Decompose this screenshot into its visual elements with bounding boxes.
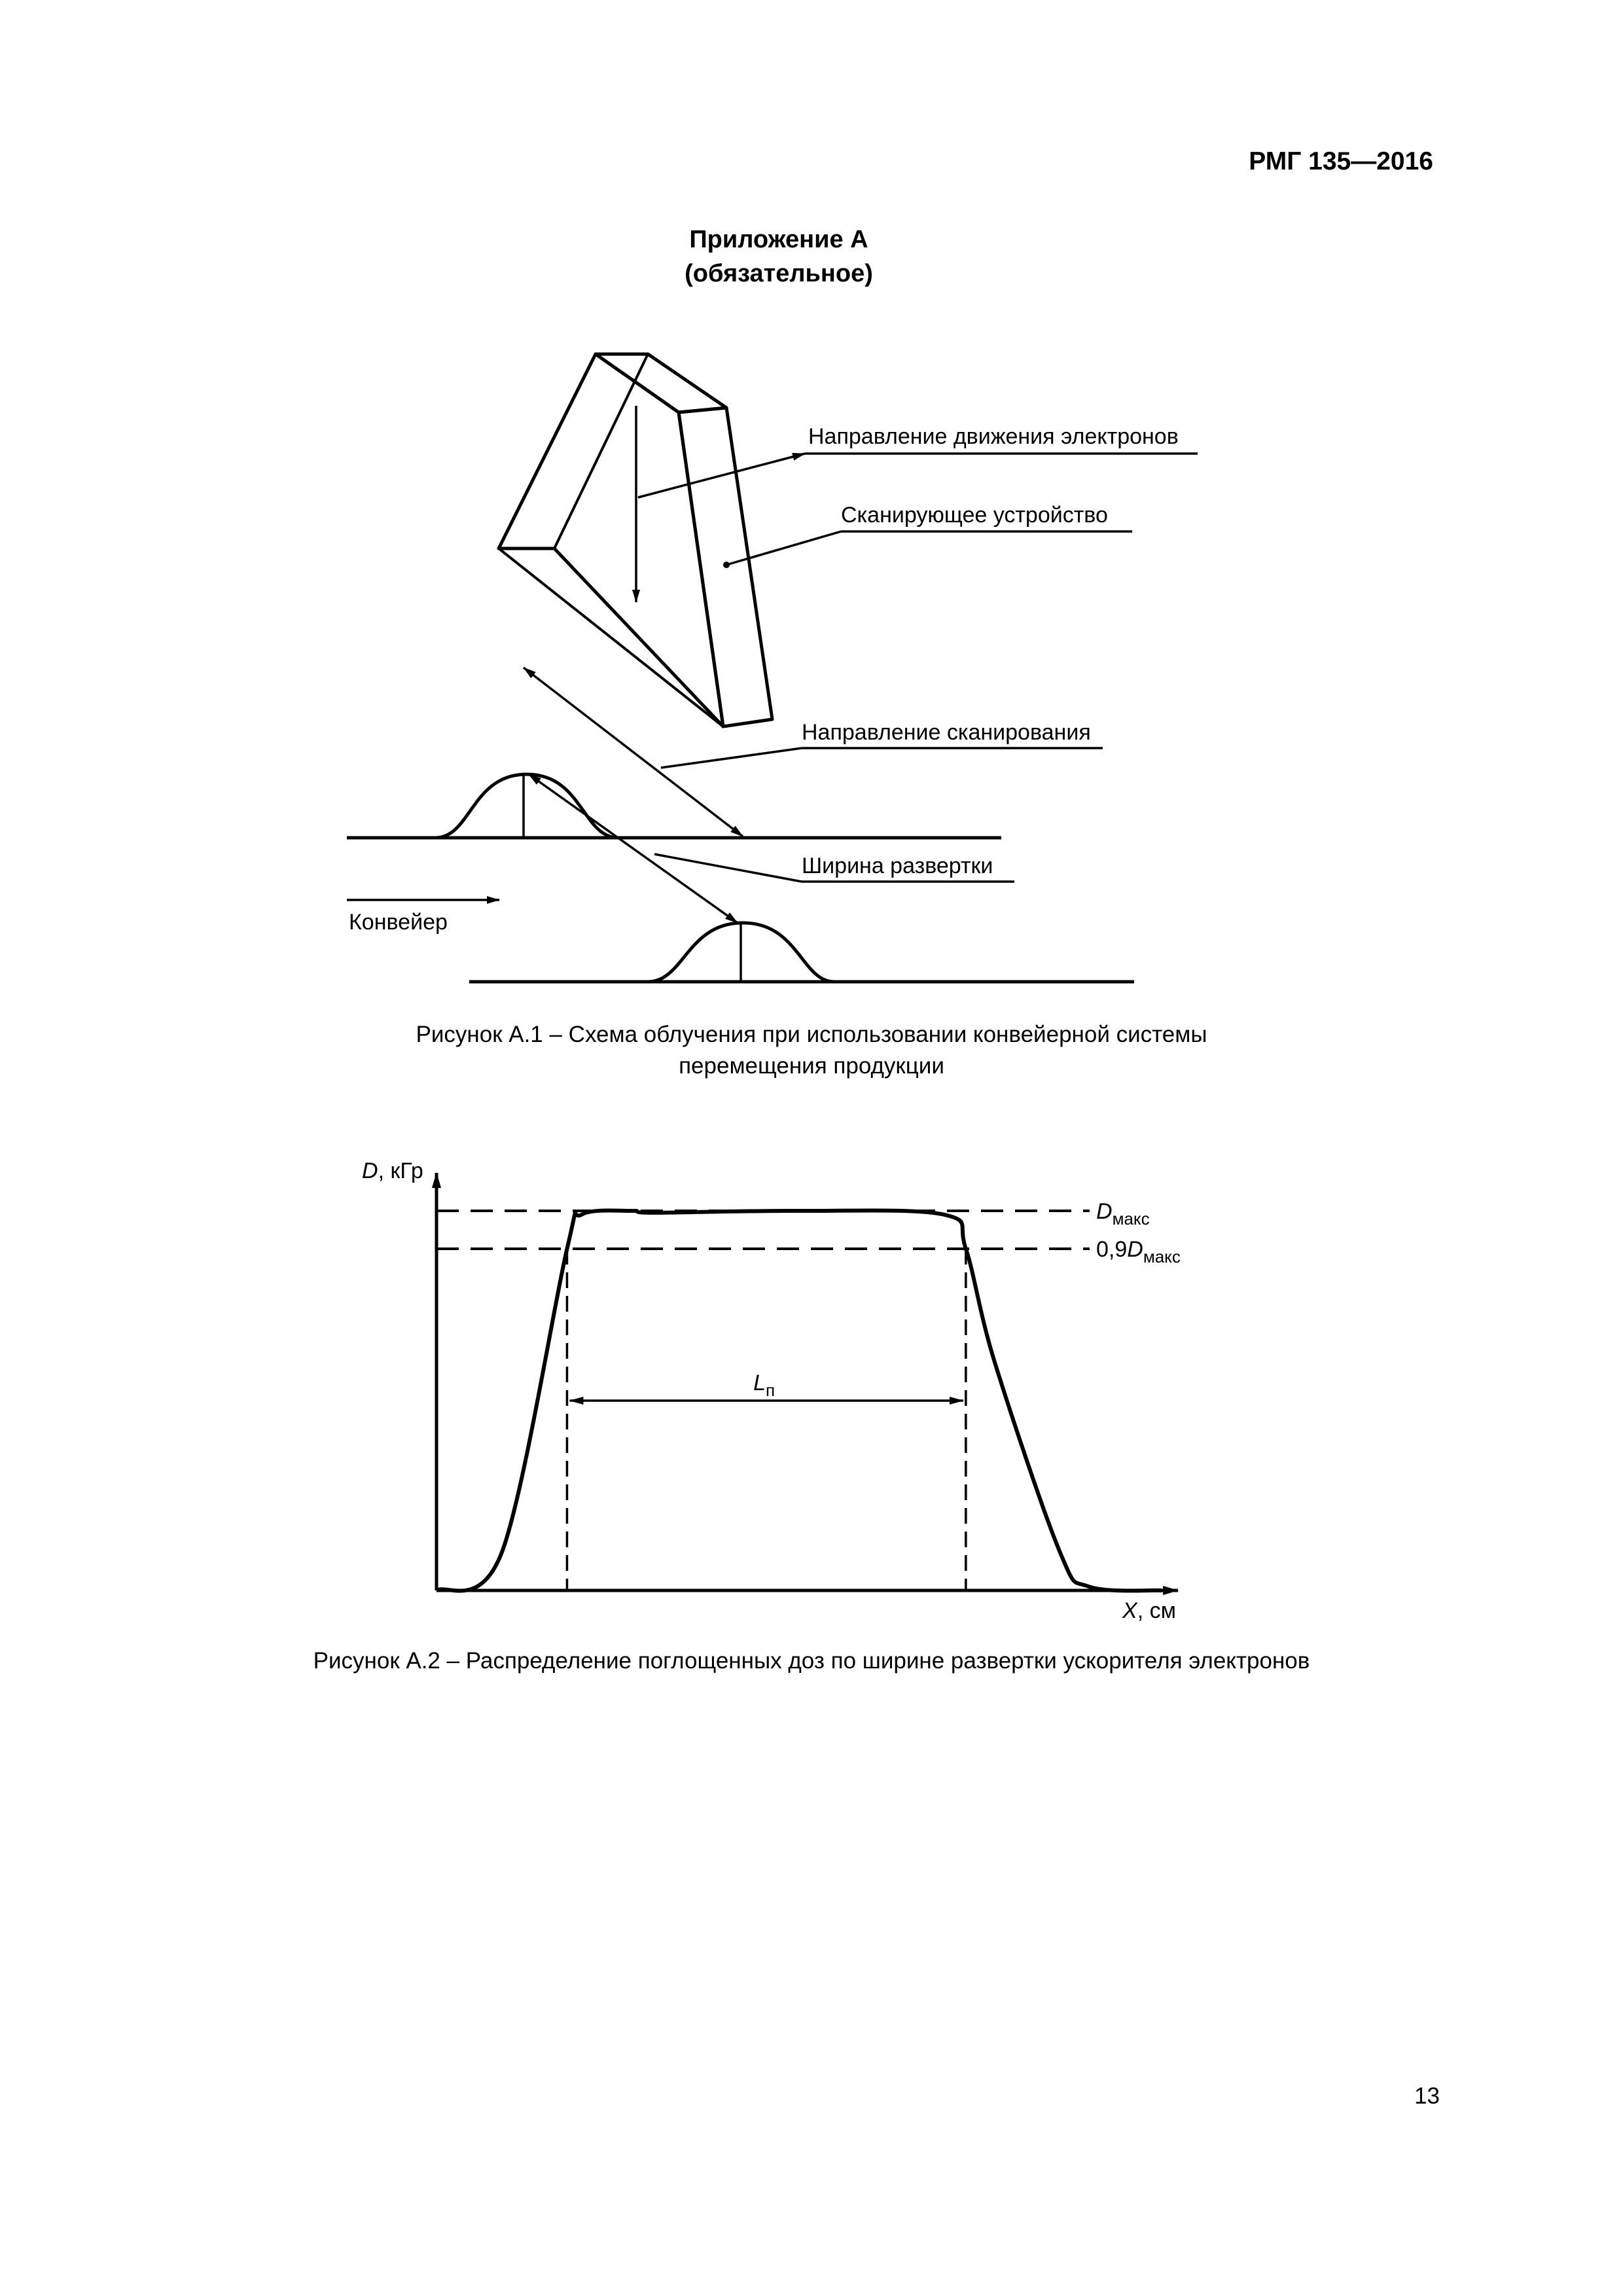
label-scan-width: Ширина развертки <box>802 853 993 878</box>
x-axis-label: X, см <box>1122 1598 1176 1623</box>
figure-a1-caption-line1: Рисунок А.1 – Схема облучения при использовании конвейерной системы <box>416 1022 1207 1047</box>
figure-a1-caption <box>288 1019 1335 1082</box>
appendix-title: Приложение А <box>689 226 868 253</box>
lp-dimension-label: $L_п$ <box>753 1371 776 1400</box>
figure-a1-diagram <box>0 0 1623 1021</box>
appendix-status: (обязательное) <box>685 260 873 287</box>
scan-direction-arrow <box>524 668 743 836</box>
reference-label-dmax: $D_{макс}$ <box>1096 1199 1150 1229</box>
label-conveyor: Конвейер <box>349 910 448 935</box>
reference-label-09dmax: $0,9D_{макс}$ <box>1096 1237 1181 1266</box>
label-scan-direction: Направление сканирования <box>802 720 1091 745</box>
figure-a2-caption: Рисунок А.2 – Распределение поглощенных доз по ширине развертки ускорителя электронов <box>313 1648 1310 1674</box>
scanner-top-face <box>596 354 726 412</box>
figure-a1-caption-line2: перемещения продукции <box>679 1053 944 1079</box>
label-electron-direction: Направление движения электронов <box>808 424 1179 449</box>
page-number: 13 <box>1414 2083 1440 2109</box>
figure-a2-chart <box>0 1145 1623 1630</box>
label-scanner: Сканирующее устройство <box>841 503 1108 528</box>
product-bump-upper <box>435 774 618 838</box>
document-code: РМГ 135—2016 <box>1249 147 1433 175</box>
scan-width-arrow <box>529 774 738 923</box>
y-axis-label: D, кГр <box>362 1158 423 1183</box>
